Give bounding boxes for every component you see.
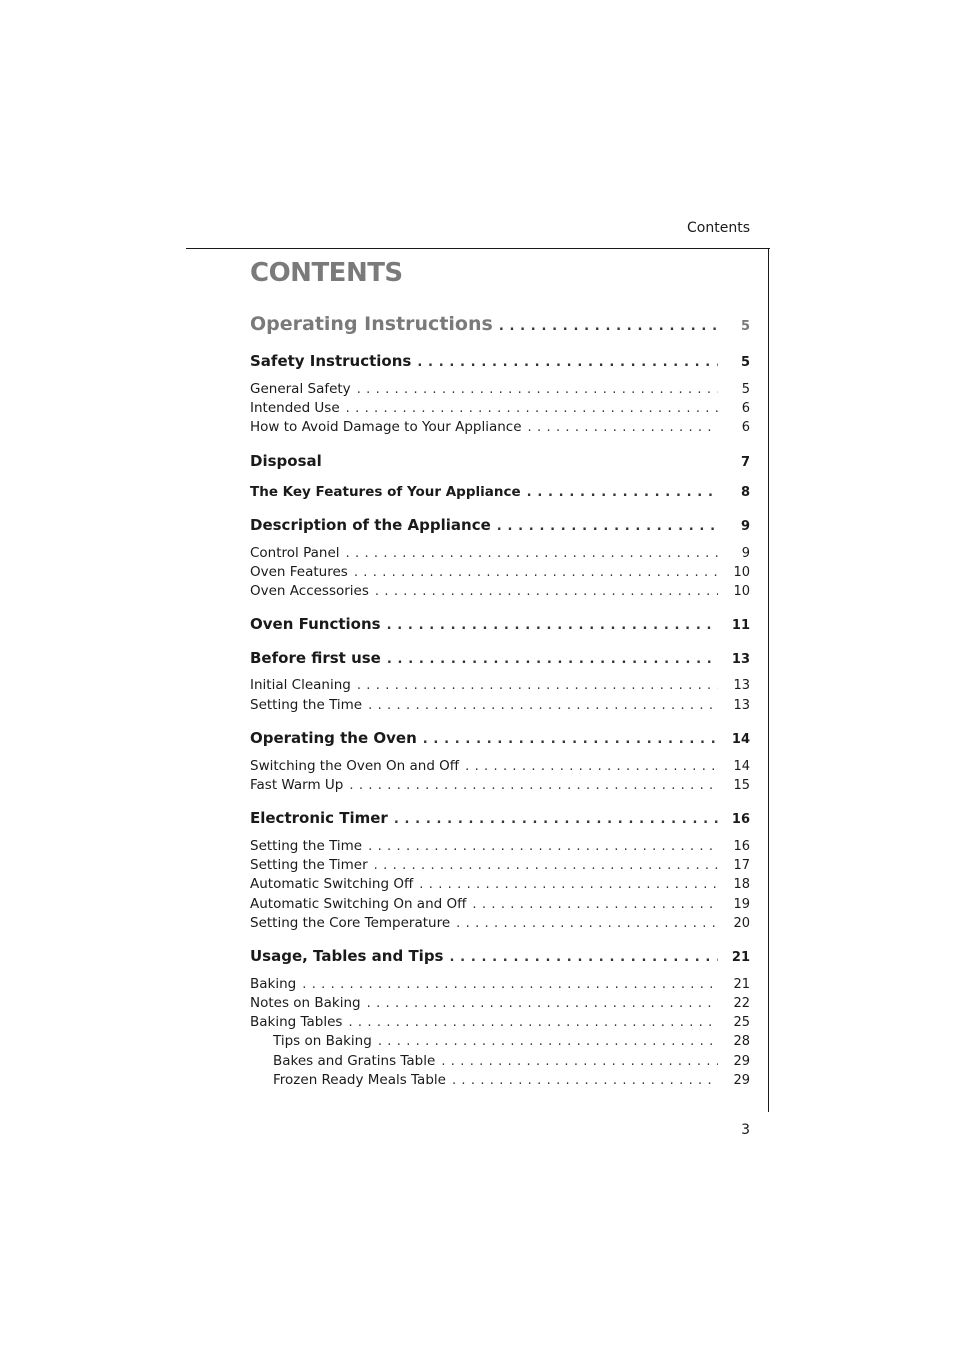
toc-entry bbox=[250, 947, 750, 965]
toc-leader-dots bbox=[449, 950, 718, 965]
toc-entry bbox=[273, 1033, 750, 1049]
toc-leader-dots bbox=[465, 759, 718, 774]
toc-entry-page: 9 bbox=[740, 519, 750, 534]
toc-entry-page: 28 bbox=[733, 1034, 750, 1049]
toc-leader-dots bbox=[387, 652, 718, 667]
toc-entry-page: 22 bbox=[733, 996, 750, 1011]
toc-entry-page: 14 bbox=[733, 759, 750, 774]
toc-entry-page: 18 bbox=[733, 877, 750, 892]
toc-leader-dots bbox=[367, 996, 718, 1011]
toc-entry-label: Setting the Timer bbox=[250, 857, 368, 873]
toc-entry bbox=[250, 615, 750, 633]
toc-entry-page: 25 bbox=[733, 1015, 750, 1030]
toc-leader-dots bbox=[346, 401, 718, 416]
toc-entry-page: 5 bbox=[740, 355, 750, 370]
toc-entry-label: Automatic Switching On and Off bbox=[250, 896, 467, 912]
toc-leader-dots bbox=[357, 678, 718, 693]
toc-entry-page: 9 bbox=[741, 546, 750, 561]
toc-entry bbox=[250, 583, 750, 599]
toc-entry bbox=[250, 915, 750, 931]
header-rule bbox=[186, 248, 770, 249]
margin-rule bbox=[768, 248, 769, 1112]
toc-entry-label: How to Avoid Damage to Your Appliance bbox=[250, 419, 522, 435]
toc-entry-label: General Safety bbox=[250, 381, 351, 397]
toc-entry-label: Intended Use bbox=[250, 400, 340, 416]
toc-entry bbox=[250, 995, 750, 1011]
toc-entry bbox=[250, 564, 750, 580]
toc-leader-dots bbox=[348, 1015, 718, 1030]
toc-leader-dots bbox=[346, 546, 718, 561]
toc-leader-dots bbox=[374, 858, 718, 873]
toc-entry bbox=[250, 516, 750, 534]
toc-entry bbox=[273, 1053, 750, 1069]
toc-entry bbox=[250, 677, 750, 693]
toc-entry bbox=[250, 857, 750, 873]
toc-leader-dots bbox=[368, 698, 718, 713]
toc-entry-label: Baking Tables bbox=[250, 1014, 343, 1030]
toc-entry bbox=[250, 484, 750, 500]
toc-leader-dots bbox=[349, 778, 718, 793]
toc-entry bbox=[250, 976, 750, 992]
toc-leader-dots bbox=[528, 420, 718, 435]
toc-entry-page: 17 bbox=[733, 858, 750, 873]
toc-entry-label: Baking bbox=[250, 976, 297, 992]
toc-entry-page: 14 bbox=[731, 732, 750, 747]
toc-entry-page: 29 bbox=[733, 1073, 750, 1088]
toc-entry-label: Frozen Ready Meals Table bbox=[273, 1072, 446, 1088]
toc-entry-label: Notes on Baking bbox=[250, 995, 361, 1011]
toc-entry-page: 5 bbox=[740, 319, 750, 334]
toc-entry-label: Automatic Switching Off bbox=[250, 876, 414, 892]
toc-entry-label: Safety Instructions bbox=[250, 352, 412, 370]
toc-entry-page: 21 bbox=[731, 950, 750, 965]
toc-entry-page: 20 bbox=[733, 916, 750, 931]
toc-leader-dots bbox=[417, 355, 718, 370]
toc-entry-page: 21 bbox=[733, 977, 750, 992]
toc-entry-label: Setting the Core Temperature bbox=[250, 915, 451, 931]
toc-entry-page: 13 bbox=[733, 698, 750, 713]
toc-leader-dots bbox=[452, 1073, 718, 1088]
toc-entry-label: Disposal bbox=[250, 452, 322, 470]
toc-entry bbox=[250, 313, 750, 335]
toc-leader-dots bbox=[527, 485, 718, 500]
toc-entry bbox=[250, 876, 750, 892]
toc-entry-page: 19 bbox=[733, 897, 750, 912]
toc-entry-label: Electronic Timer bbox=[250, 809, 388, 827]
toc-entry-page: 16 bbox=[731, 812, 750, 827]
toc-entry bbox=[250, 545, 750, 561]
toc-entry bbox=[250, 400, 750, 416]
toc-leader-dots bbox=[499, 319, 718, 334]
toc-entry bbox=[250, 758, 750, 774]
toc-leader-dots bbox=[423, 732, 718, 747]
page-number: 3 bbox=[741, 1122, 750, 1138]
toc-entry bbox=[250, 777, 750, 793]
toc-leader-dots bbox=[354, 565, 718, 580]
toc-entry-page: 10 bbox=[733, 565, 750, 580]
toc-entry-label: Setting the Time bbox=[250, 697, 363, 713]
toc-entry-label: Initial Cleaning bbox=[250, 677, 351, 693]
toc-entry-label: Oven Features bbox=[250, 564, 348, 580]
toc-entry bbox=[250, 809, 750, 827]
toc-entry-label: Operating the Oven bbox=[250, 729, 417, 747]
toc-leader-dots bbox=[394, 812, 718, 827]
running-header: Contents bbox=[687, 220, 750, 236]
toc-entry-label: Setting the Time bbox=[250, 838, 363, 854]
toc-entry-page: 7 bbox=[740, 455, 750, 470]
toc-entry-label: Bakes and Gratins Table bbox=[273, 1053, 436, 1069]
toc-entry-label: Control Panel bbox=[250, 545, 340, 561]
toc-entry bbox=[273, 1072, 750, 1088]
toc-entry-page: 8 bbox=[740, 485, 750, 500]
toc-entry-page: 13 bbox=[731, 652, 750, 667]
toc-leader-dots bbox=[419, 877, 718, 892]
toc-entry-page: 11 bbox=[731, 618, 750, 633]
toc-entry-label: Tips on Baking bbox=[273, 1033, 372, 1049]
toc-entry-label: Usage, Tables and Tips bbox=[250, 947, 444, 965]
toc-entry-page: 16 bbox=[733, 839, 750, 854]
toc-leader-dots bbox=[441, 1054, 718, 1069]
toc-leader-dots bbox=[497, 519, 718, 534]
toc-leader-dots bbox=[456, 916, 718, 931]
toc-leader-dots bbox=[472, 897, 718, 912]
toc-entry bbox=[250, 896, 750, 912]
toc-entry-label: Switching the Oven On and Off bbox=[250, 758, 460, 774]
toc-entry-page: 15 bbox=[733, 778, 750, 793]
toc-entry bbox=[250, 838, 750, 854]
toc-entry-page: 29 bbox=[733, 1054, 750, 1069]
toc-entry-page: 13 bbox=[733, 678, 750, 693]
toc-entry-page: 5 bbox=[741, 382, 750, 397]
toc-entry-label: Fast Warm Up bbox=[250, 777, 344, 793]
toc-entry-page: 6 bbox=[741, 420, 750, 435]
toc-entry-label: Oven Functions bbox=[250, 615, 381, 633]
toc-entry bbox=[250, 352, 750, 370]
toc-leader-dots bbox=[368, 839, 718, 854]
toc-entry bbox=[250, 729, 750, 747]
toc-entry bbox=[250, 452, 750, 470]
toc-entry-label: Oven Accessories bbox=[250, 583, 369, 599]
toc-entry-label: The Key Features of Your Appliance bbox=[250, 484, 521, 500]
toc-entry-label: Operating Instructions bbox=[250, 313, 493, 335]
toc-leader-dots bbox=[378, 1034, 718, 1049]
toc-leader-dots bbox=[387, 618, 718, 633]
toc-entry bbox=[250, 381, 750, 397]
toc-entry-label: Before first use bbox=[250, 649, 381, 667]
page-title: CONTENTS bbox=[250, 258, 403, 288]
toc-entry bbox=[250, 649, 750, 667]
toc-entry-label: Description of the Appliance bbox=[250, 516, 491, 534]
toc-leader-dots bbox=[375, 584, 718, 599]
toc-entry-page: 6 bbox=[741, 401, 750, 416]
toc-entry bbox=[250, 1014, 750, 1030]
toc-entry bbox=[250, 419, 750, 435]
toc-leader-dots bbox=[302, 977, 718, 992]
toc-leader-dots bbox=[357, 382, 718, 397]
toc-entry bbox=[250, 697, 750, 713]
toc-entry-page: 10 bbox=[733, 584, 750, 599]
